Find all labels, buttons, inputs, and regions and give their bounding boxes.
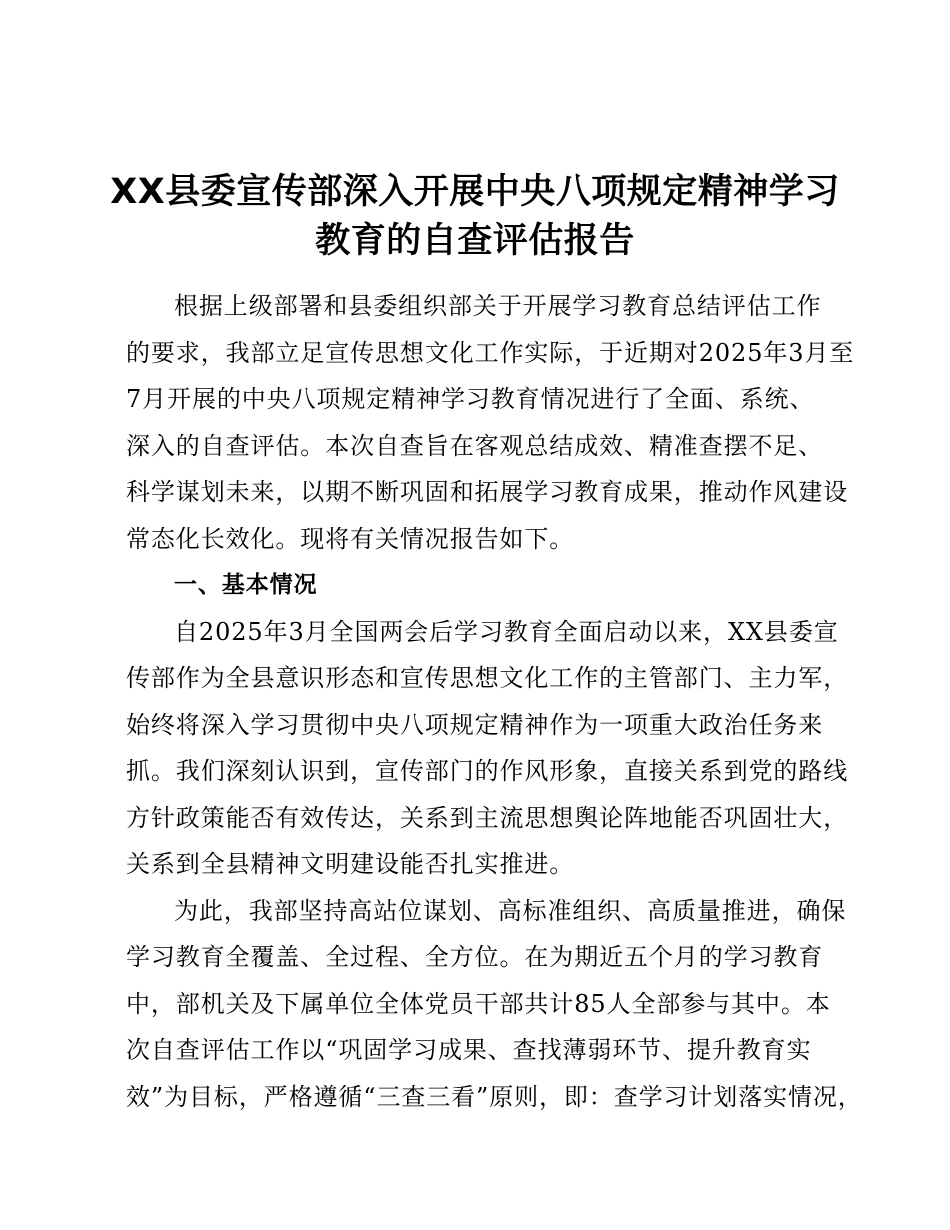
paragraph-line: 常态化长效化。现将有关情况报告如下。 [126,524,575,553]
report-title-line-1: XX县委宣传部深入开展中央八项规定精神学习 [110,172,840,212]
report-body [126,283,863,1120]
paragraph-line: 的要求，我部立足宣传思想文化工作实际，于近期对2025年3月至 [126,338,855,367]
paragraph-line: 深入的自查评估。本次自查旨在客观总结成效、精准查摆不足、 [126,431,824,460]
report-title-line-2: 教育的自查评估报告 [315,221,635,261]
paragraph-line: 次自查评估工作以“巩固学习成果、查找薄弱环节、提升教育实 [126,1036,812,1064]
paragraph-line: 传部作为全县意识形态和宣传思想文化工作的主管部门、主力军， [126,664,849,692]
section-heading-basic-situation: 一、基本情况 [174,572,318,598]
paragraph-line: 效”为目标，严格遵循“三查三看”原则，即：查学习计划落实情况， [126,1082,863,1111]
paragraph-line: 根据上级部署和县委组织部关于开展学习教育总结评估工作 [174,292,822,320]
paragraph-line: 为此，我部坚持高站位谋划、高标准组织、高质量推进，确保 [174,896,847,925]
paragraph-line: 始终将深入学习贯彻中央八项规定精神作为一项重大政治任务来 [126,710,824,739]
paragraph-line: 方针政策能否有效传达，关系到主流思想舆论阵地能否巩固壮大， [126,803,849,832]
paragraph-line: 7月开展的中央八项规定精神学习教育情况进行了全面、系统、 [126,385,815,413]
paragraph-line: 抓。我们深刻认识到，宣传部门的作风形象，直接关系到党的路线 [126,757,849,785]
paragraph-line: 学习教育全覆盖、全过程、全方位。在为期近五个月的学习教育 [126,943,824,971]
paragraph-line: 关系到全县精神文明建设能否扎实推进。 [126,850,575,878]
paragraph-line: 中，部机关及下属单位全体党员干部共计85人全部参与其中。本 [126,989,831,1018]
paragraph-line: 科学谋划未来，以期不断巩固和拓展学习教育成果，推动作风建设 [126,478,849,506]
paragraph-line: 自2025年3月全国两会后学习教育全面启动以来，XX县委宣 [174,617,839,646]
